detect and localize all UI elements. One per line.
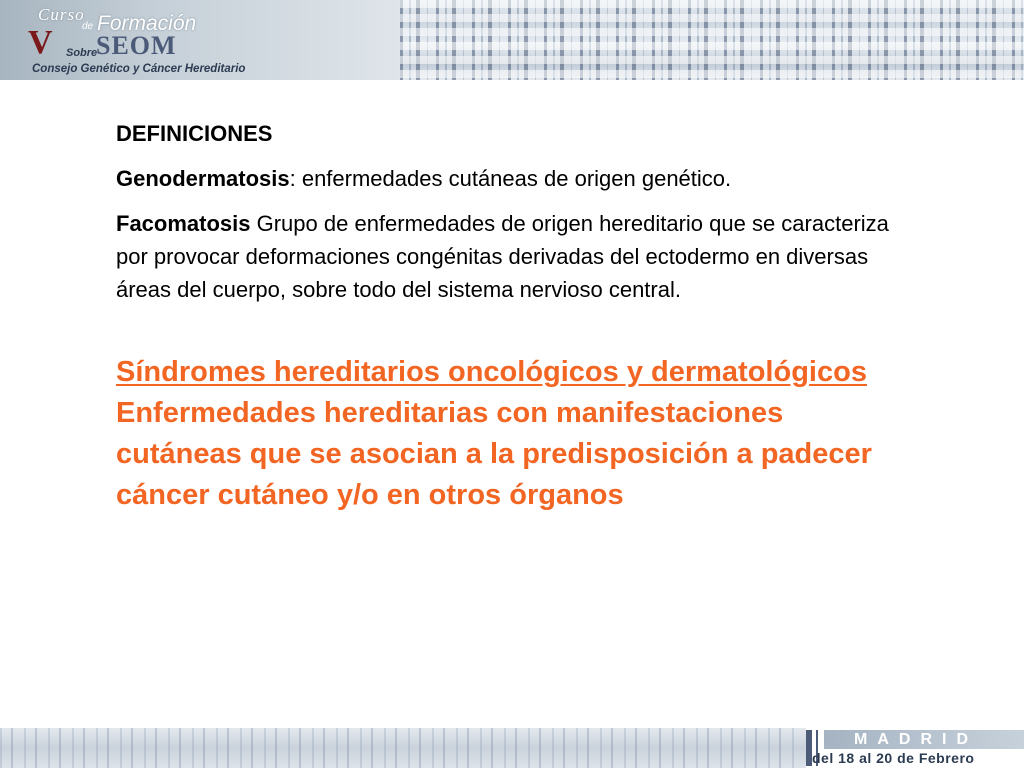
- header-dna-stripes: [400, 0, 1024, 80]
- definitions-heading: DEFINICIONES: [116, 121, 273, 146]
- footer-dna-stripes: [0, 728, 800, 768]
- sindromes-text: Enfermedades hereditarias con manifestaciones cutáneas que se asocian a la predisposición a padecer cáncer cutáneo y/o en otros órganos: [116, 397, 872, 511]
- genodermatosis-definition: [116, 162, 896, 195]
- genodermatosis-text: : enfermedades cutáneas de origen genético.: [289, 166, 732, 191]
- logo-seom-text: SEOM: [96, 31, 177, 60]
- event-dates: del 18 al 20 de Febrero: [812, 750, 975, 766]
- facomatosis-term: Facomatosis: [116, 211, 251, 236]
- logo-consejo-text: Consejo Genético y Cáncer Hereditario: [32, 63, 246, 75]
- seom-course-logo: [0, 0, 400, 80]
- logo-curso-text: Curso: [38, 5, 85, 24]
- genodermatosis-term: Genodermatosis: [116, 166, 290, 191]
- slide-header: [0, 0, 1024, 80]
- facomatosis-definition: [116, 207, 896, 306]
- logo-formacion-text: Formación: [97, 12, 197, 35]
- sindromes-term: Síndromes hereditarios oncológicos y dermatológicos: [116, 356, 867, 388]
- logo-sobre-text: Sobre: [66, 47, 98, 59]
- city-label: MADRID: [824, 730, 1024, 749]
- facomatosis-text: Grupo de enfermedades de origen hereditario que se caracteriza por provocar deformaciones congénitas derivadas del ectodermo en diversas áreas del cuerpo, sobre todo del sistema nervioso central.: [116, 211, 889, 302]
- logo-de-text: de: [82, 21, 94, 32]
- slide-content: [116, 118, 896, 516]
- sindromes-definition: [116, 352, 896, 516]
- logo-v-mark: V: [28, 24, 53, 61]
- event-location-badge: [806, 728, 1024, 768]
